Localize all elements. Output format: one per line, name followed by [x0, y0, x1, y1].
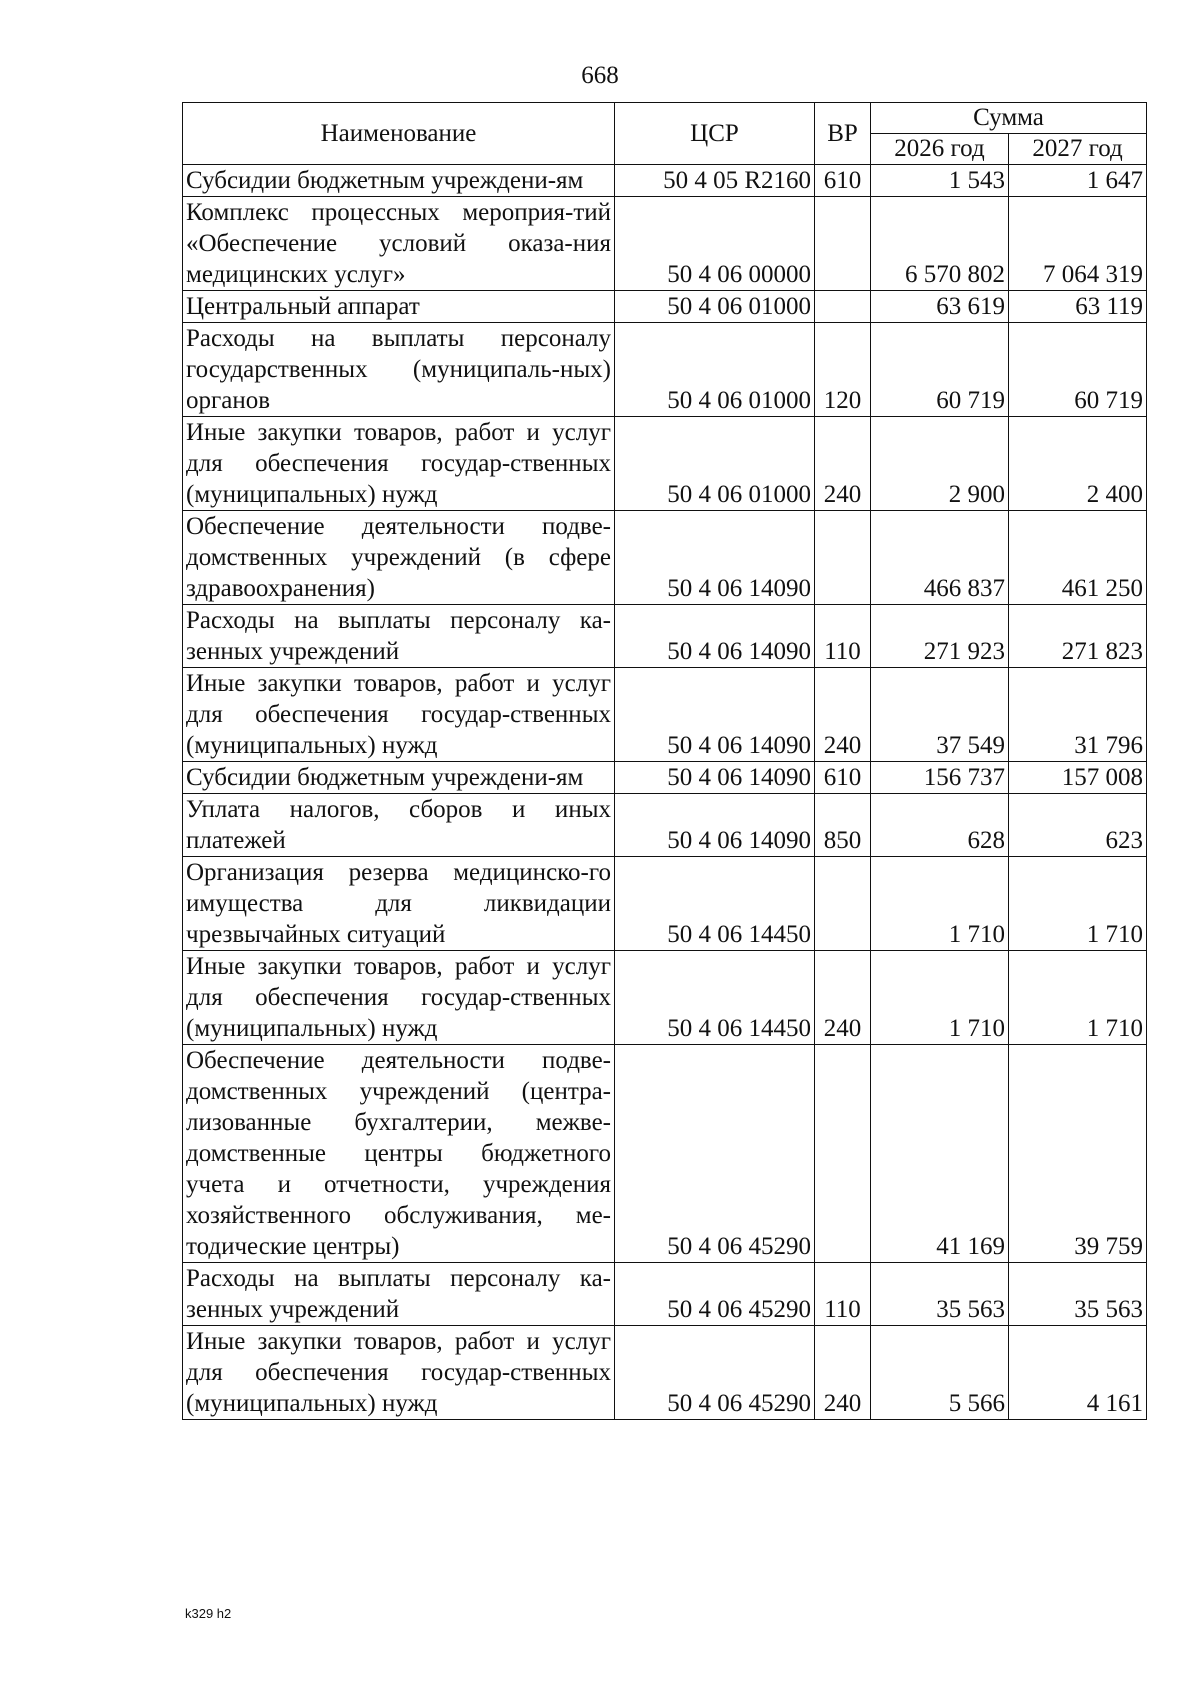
table-header — [183, 103, 1147, 165]
row-vr-cell: 610 — [815, 165, 871, 197]
row-vr-cell: 110 — [815, 1263, 871, 1326]
header-sum: Сумма — [871, 103, 1147, 134]
table-row — [183, 1326, 1147, 1420]
row-sum-2026-cell: 5 566 — [871, 1326, 1009, 1420]
row-name-cell: Расходы на выплаты персоналу ка-зенных учреждений — [183, 1263, 615, 1326]
row-csr-cell: 50 4 06 14450 — [615, 857, 815, 951]
row-sum-2027-cell: 7 064 319 — [1009, 197, 1147, 291]
row-sum-2026-cell: 63 619 — [871, 291, 1009, 323]
page-number: 668 — [581, 62, 619, 89]
header-year-2027: 2027 год — [1009, 134, 1147, 165]
row-name-cell: Комплекс процессных мероприя-тий «Обеспечение условий оказа-ния медицинских услуг» — [183, 197, 615, 291]
row-vr-cell — [815, 291, 871, 323]
header-vr: ВР — [815, 103, 871, 165]
row-name-cell: Обеспечение деятельности подве-домственных учреждений (центра-лизованные бухгалтерии, межве-домственные центры бюджетного учета и отчетности, учреждения хозяйственного обслуживания, ме-тодические центры) — [183, 1045, 615, 1263]
row-sum-2026-cell: 37 549 — [871, 668, 1009, 762]
row-vr-cell: 120 — [815, 323, 871, 417]
row-sum-2027-cell: 60 719 — [1009, 323, 1147, 417]
table-row — [183, 794, 1147, 857]
row-vr-cell: 110 — [815, 605, 871, 668]
footer-code: k329 h2 — [185, 1606, 232, 1621]
table-row — [183, 605, 1147, 668]
row-csr-cell: 50 4 06 00000 — [615, 197, 815, 291]
row-name-cell: Уплата налогов, сборов и иных платежей — [183, 794, 615, 857]
row-vr-cell: 240 — [815, 951, 871, 1045]
row-sum-2027-cell: 4 161 — [1009, 1326, 1147, 1420]
row-sum-2026-cell: 1 710 — [871, 951, 1009, 1045]
table-row — [183, 511, 1147, 605]
row-sum-2026-cell: 6 570 802 — [871, 197, 1009, 291]
row-vr-cell: 240 — [815, 668, 871, 762]
row-sum-2027-cell: 157 008 — [1009, 762, 1147, 794]
row-sum-2027-cell: 39 759 — [1009, 1045, 1147, 1263]
table-row — [183, 1045, 1147, 1263]
row-sum-2026-cell: 35 563 — [871, 1263, 1009, 1326]
row-csr-cell: 50 4 05 R2160 — [615, 165, 815, 197]
row-vr-cell — [815, 857, 871, 951]
table-body — [183, 165, 1147, 1420]
table-row — [183, 857, 1147, 951]
row-csr-cell: 50 4 06 01000 — [615, 417, 815, 511]
header-name: Наименование — [183, 103, 615, 165]
row-csr-cell: 50 4 06 01000 — [615, 291, 815, 323]
table-row — [183, 417, 1147, 511]
row-csr-cell: 50 4 06 45290 — [615, 1263, 815, 1326]
row-sum-2026-cell: 60 719 — [871, 323, 1009, 417]
row-name-cell: Иные закупки товаров, работ и услуг для обеспечения государ-ственных (муниципальных) нужд — [183, 1326, 615, 1420]
row-name-cell: Центральный аппарат — [183, 291, 615, 323]
row-sum-2026-cell: 628 — [871, 794, 1009, 857]
table-row — [183, 668, 1147, 762]
row-name-cell: Иные закупки товаров, работ и услуг для обеспечения государ-ственных (муниципальных) нужд — [183, 668, 615, 762]
row-name-cell: Субсидии бюджетным учреждени-ям — [183, 165, 615, 197]
row-csr-cell: 50 4 06 14090 — [615, 794, 815, 857]
row-name-cell: Расходы на выплаты персоналу ка-зенных учреждений — [183, 605, 615, 668]
row-csr-cell: 50 4 06 01000 — [615, 323, 815, 417]
table-row — [183, 323, 1147, 417]
budget-table — [182, 102, 1147, 1420]
row-csr-cell: 50 4 06 45290 — [615, 1326, 815, 1420]
row-sum-2027-cell: 623 — [1009, 794, 1147, 857]
row-name-cell: Иные закупки товаров, работ и услуг для обеспечения государ-ственных (муниципальных) нужд — [183, 951, 615, 1045]
row-vr-cell — [815, 511, 871, 605]
table-row — [183, 951, 1147, 1045]
row-vr-cell: 240 — [815, 417, 871, 511]
row-name-cell: Иные закупки товаров, работ и услуг для обеспечения государ-ственных (муниципальных) нужд — [183, 417, 615, 511]
row-csr-cell: 50 4 06 14090 — [615, 762, 815, 794]
row-sum-2027-cell: 31 796 — [1009, 668, 1147, 762]
row-sum-2026-cell: 466 837 — [871, 511, 1009, 605]
row-name-cell: Субсидии бюджетным учреждени-ям — [183, 762, 615, 794]
row-csr-cell: 50 4 06 14450 — [615, 951, 815, 1045]
row-sum-2026-cell: 41 169 — [871, 1045, 1009, 1263]
row-sum-2026-cell: 1 710 — [871, 857, 1009, 951]
row-sum-2027-cell: 2 400 — [1009, 417, 1147, 511]
row-sum-2027-cell: 1 647 — [1009, 165, 1147, 197]
row-sum-2027-cell: 35 563 — [1009, 1263, 1147, 1326]
row-sum-2026-cell: 156 737 — [871, 762, 1009, 794]
table-row — [183, 165, 1147, 197]
table-row — [183, 291, 1147, 323]
row-csr-cell: 50 4 06 14090 — [615, 668, 815, 762]
table-row — [183, 197, 1147, 291]
row-sum-2027-cell: 63 119 — [1009, 291, 1147, 323]
row-vr-cell: 610 — [815, 762, 871, 794]
row-vr-cell — [815, 1045, 871, 1263]
row-sum-2027-cell: 1 710 — [1009, 857, 1147, 951]
row-vr-cell: 240 — [815, 1326, 871, 1420]
row-name-cell: Организация резерва медицинско-го имущества для ликвидации чрезвычайных ситуаций — [183, 857, 615, 951]
row-csr-cell: 50 4 06 14090 — [615, 511, 815, 605]
row-sum-2026-cell: 1 543 — [871, 165, 1009, 197]
row-name-cell: Обеспечение деятельности подве-домственных учреждений (в сфере здравоохранения) — [183, 511, 615, 605]
table-row — [183, 1263, 1147, 1326]
row-sum-2027-cell: 1 710 — [1009, 951, 1147, 1045]
row-sum-2027-cell: 271 823 — [1009, 605, 1147, 668]
row-vr-cell: 850 — [815, 794, 871, 857]
row-sum-2026-cell: 271 923 — [871, 605, 1009, 668]
row-sum-2026-cell: 2 900 — [871, 417, 1009, 511]
row-sum-2027-cell: 461 250 — [1009, 511, 1147, 605]
header-year-2026: 2026 год — [871, 134, 1009, 165]
row-name-cell: Расходы на выплаты персоналу государственных (муниципаль-ных) органов — [183, 323, 615, 417]
header-csr: ЦСР — [615, 103, 815, 165]
row-vr-cell — [815, 197, 871, 291]
row-csr-cell: 50 4 06 14090 — [615, 605, 815, 668]
row-csr-cell: 50 4 06 45290 — [615, 1045, 815, 1263]
table-row — [183, 762, 1147, 794]
